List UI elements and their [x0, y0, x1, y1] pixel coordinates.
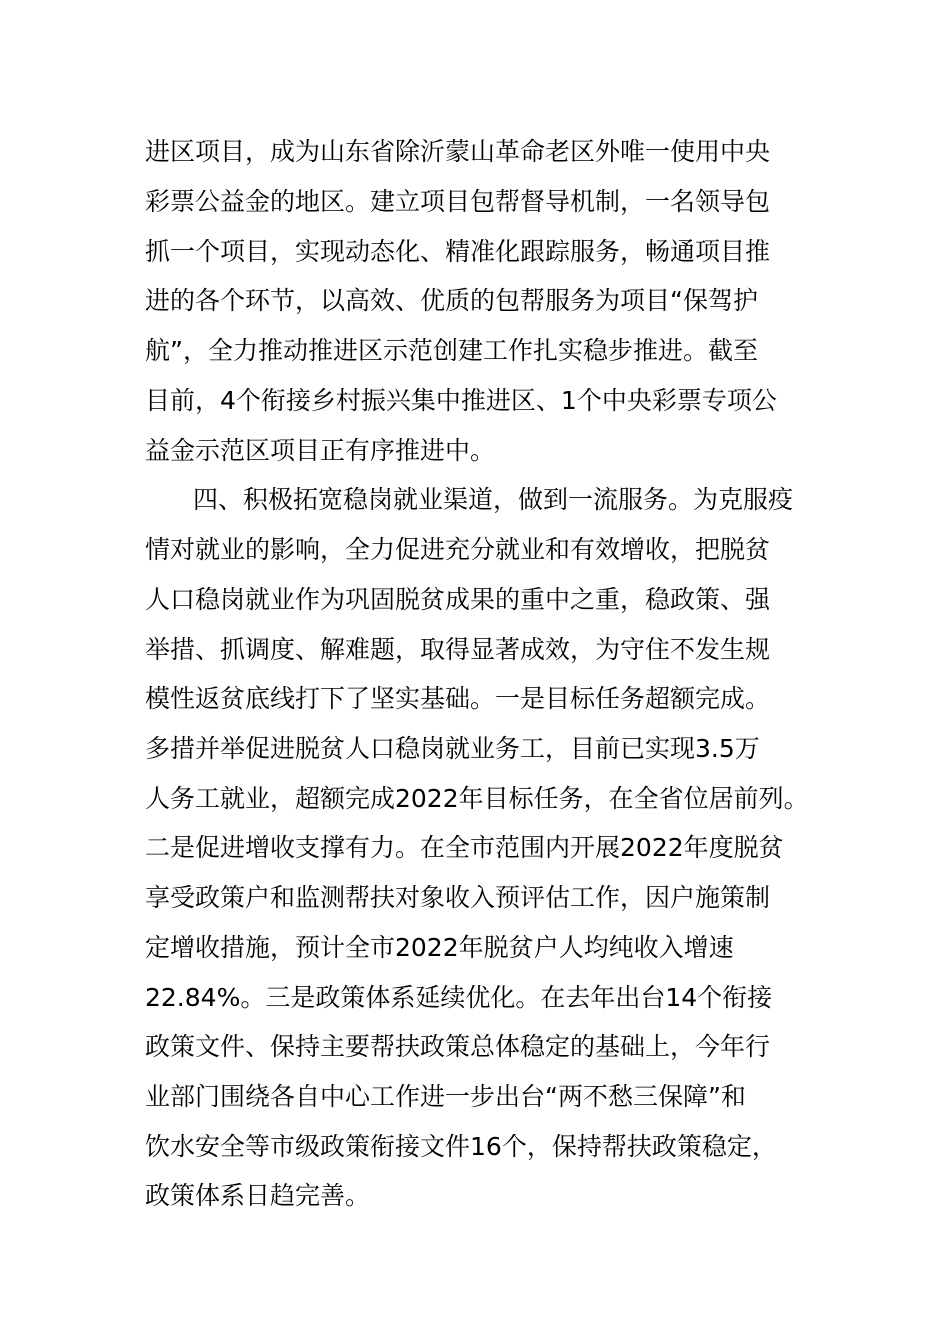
- text-line: 定增收措施，预计全市2022年脱贫户人均纯收入增速: [145, 933, 734, 962]
- text-line: 业部门围绕各自中心工作进一步出台“两不愁三保障”和: [145, 1082, 746, 1111]
- text-line: 模性返贫底线打下了坚实基础。一是目标任务超额完成。: [145, 684, 771, 713]
- text-line: 人口稳岗就业作为巩固脱贫成果的重中之重，稳政策、强: [145, 585, 771, 614]
- text-line: 航”，全力推动推进区示范创建工作扎实稳步推进。截至: [145, 336, 758, 365]
- text-line: 进区项目，成为山东省除沂蒙山革命老区外唯一使用中央: [145, 137, 771, 166]
- text-line: 享受政策户和监测帮扶对象收入预评估工作，因户施策制: [145, 883, 771, 912]
- text-line: 政策体系日趋完善。: [145, 1181, 371, 1210]
- text-line: 政策文件、保持主要帮扶政策总体稳定的基础上，今年行: [145, 1032, 771, 1061]
- text-line: 22.84%。三是政策体系延续优化。在去年出台14个衔接: [145, 983, 773, 1012]
- text-line: 人务工就业，超额完成2022年目标任务，在全省位居前列。: [145, 784, 809, 813]
- paragraph-first-line: 四、积极拓宽稳岗就业渠道，做到一流服务。为克服疫: [193, 485, 794, 514]
- text-line: 情对就业的影响，全力促进充分就业和有效增收，把脱贫: [145, 535, 771, 564]
- text-line: 饮水安全等市级政策衔接文件16个，保持帮扶政策稳定，: [145, 1132, 777, 1161]
- text-line: 目前，4个衔接乡村振兴集中推进区、1个中央彩票专项公: [145, 386, 777, 415]
- text-line: 二是促进增收支撑有力。在全市范围内开展2022年度脱贫: [145, 833, 784, 862]
- text-line: 彩票公益金的地区。建立项目包帮督导机制，一名领导包: [145, 187, 771, 216]
- text-line: 举措、抓调度、解难题，取得显著成效，为守住不发生规: [145, 635, 771, 664]
- text-line: 多措并举促进脱贫人口稳岗就业务工，目前已实现3.5万: [145, 734, 760, 763]
- text-line: 益金示范区项目正有序推进中。: [145, 436, 496, 465]
- text-line: 进的各个环节，以高效、优质的包帮服务为项目“保驾护: [145, 286, 758, 315]
- text-line: 抓一个项目，实现动态化、精准化跟踪服务，畅通项目推: [145, 237, 771, 266]
